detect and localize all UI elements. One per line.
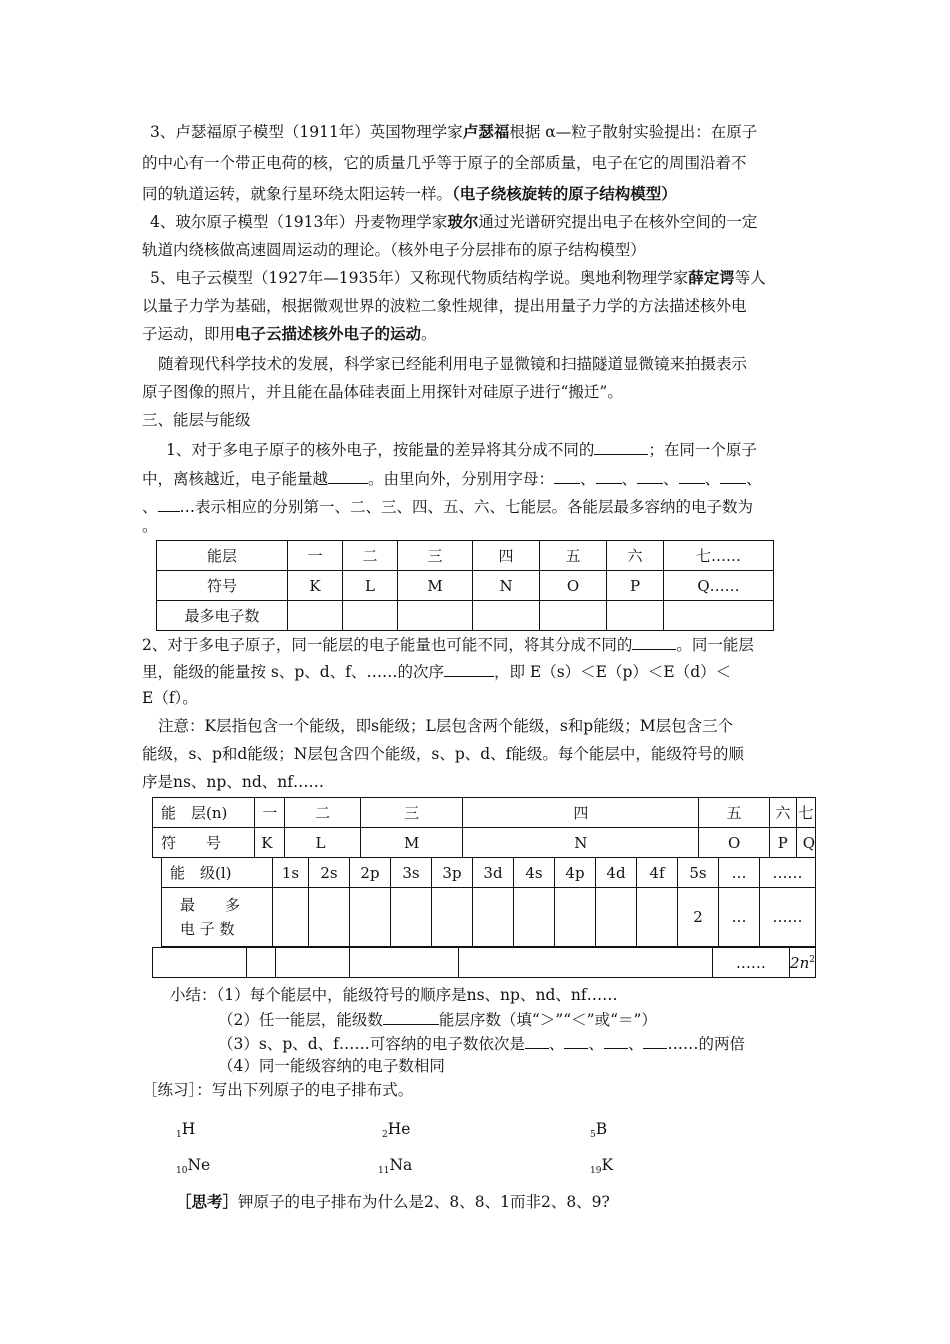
atom-na <box>378 1155 412 1181</box>
atom-ne <box>176 1155 210 1181</box>
atomic-number: 2 <box>382 1130 388 1140</box>
answer-blank[interactable] <box>632 633 676 650</box>
label-line: 最 多 <box>180 896 241 914</box>
atomic-number: 19 <box>590 1166 602 1176</box>
table-cell: … <box>719 888 760 947</box>
q2-text: ，即 E（s）＜E（p）＜E（d）＜ <box>493 663 732 681</box>
q1-line4: 。 <box>142 517 158 535</box>
answer-blank[interactable] <box>444 660 494 677</box>
answer-cell[interactable] <box>473 888 514 947</box>
table-cell: N <box>463 828 699 858</box>
atomic-number: 1 <box>176 1130 182 1140</box>
summary-text: ……的两倍 <box>667 1035 745 1053</box>
summary-text: （3）s、p、d、f……可容纳的电子数依次是 <box>218 1035 525 1053</box>
answer-cell[interactable] <box>514 888 555 947</box>
schrodinger-name: 薛定谔 <box>688 268 735 287</box>
table-cell: P <box>607 571 664 601</box>
table-cell: 2s <box>309 858 350 888</box>
q1-text: 、 <box>142 498 158 516</box>
table-row <box>153 828 816 858</box>
table-cell: 最多电子数 <box>157 601 288 631</box>
para3-text: 3、卢瑟福原子模型（1911年）英国物理学家 <box>150 123 463 141</box>
table-cell: 能层 <box>157 541 288 571</box>
answer-cell[interactable] <box>432 888 473 947</box>
energy-level-table-top <box>152 797 816 858</box>
energy-level-table-middle <box>161 857 816 947</box>
layer-label: 能 层(n) <box>153 798 255 828</box>
summary-line3 <box>218 1032 745 1054</box>
think-line <box>176 1192 610 1212</box>
table-cell: L <box>343 571 398 601</box>
q1-line3 <box>142 495 753 517</box>
answer-blank[interactable] <box>596 467 622 484</box>
atom-b <box>590 1119 607 1145</box>
answer-blank[interactable] <box>637 467 663 484</box>
answer-cell[interactable] <box>246 948 275 978</box>
para5-text: 5、电子云模型（1927年—1935年）又称现代物质结构学说。奥地利物理学家 <box>150 269 689 287</box>
table-cell: 六 <box>607 541 664 571</box>
bohr-name: 玻尔 <box>447 212 479 231</box>
symbol-label: 符 号 <box>153 828 255 858</box>
label-line: 电 子 数 <box>180 920 235 938</box>
para6-line2: 原子图像的照片，并且能在晶体硅表面上用探针对硅原子进行“搬迁”。 <box>142 383 623 401</box>
q1-line2 <box>142 467 762 489</box>
answer-cell[interactable] <box>398 601 473 631</box>
para5-line1 <box>150 268 766 288</box>
answer-cell[interactable] <box>350 888 391 947</box>
table-cell: 2p <box>350 858 391 888</box>
table-cell: 四 <box>463 798 699 828</box>
atom-k <box>590 1155 613 1181</box>
table-row <box>157 541 774 571</box>
q2-text: 里，能级的能量按 s、p、d、f、……的次序 <box>142 663 444 681</box>
table-cell: Q…… <box>664 571 774 601</box>
atom-he <box>382 1119 410 1145</box>
table-cell: …… <box>712 948 789 978</box>
table-cell: 五 <box>699 798 770 828</box>
q1-text: ；在同一个原子 <box>648 441 757 459</box>
summary-line4: （4）同一能级容纳的电子数相同 <box>218 1057 445 1075</box>
note-line2: 能级，s、p和d能级；N层包含四个能级，s、p、d、f能级。每个能层中，能级符号的顺 <box>142 745 744 763</box>
table-cell: 三 <box>360 798 463 828</box>
separator: 、 <box>588 1035 604 1053</box>
answer-blank[interactable] <box>554 467 580 484</box>
q1-text: …表示相应的分别第一、二、三、四、五、六、七能层。各能层最多容纳的电子数为 <box>179 498 754 516</box>
answer-cell[interactable] <box>273 888 309 947</box>
para3-text: 同的轨道运转，就象行星环绕太阳运转一样。 <box>142 185 453 203</box>
answer-blank[interactable] <box>679 467 705 484</box>
table-cell: N <box>473 571 540 601</box>
formula-exponent: 2 <box>809 954 815 965</box>
answer-cell[interactable] <box>288 601 343 631</box>
formula-text: 2n <box>790 953 810 972</box>
table-cell: 3d <box>473 858 514 888</box>
table-cell: L <box>285 828 360 858</box>
table-cell: 七…… <box>664 541 774 571</box>
section-title: 三、能层与能级 <box>142 411 251 429</box>
para3-line3 <box>142 184 677 204</box>
table-cell: Q <box>796 828 815 858</box>
rutherford-model-note: （电子绕核旋转的原子结构模型） <box>452 184 677 203</box>
para4-text: 4、玻尔原子模型（1913年）丹麦物理学家 <box>150 213 448 231</box>
table-cell: 一 <box>288 541 343 571</box>
table-cell: M <box>398 571 473 601</box>
atomic-number: 5 <box>590 1130 596 1140</box>
table-cell: K <box>288 571 343 601</box>
summary-line1: 小结：（1）每个能层中，能级符号的顺序是ns、np、nd、nf…… <box>170 986 618 1004</box>
table-cell: 七 <box>796 798 815 828</box>
table-row <box>162 888 816 947</box>
para4-line2: 轨道内绕核做高速圆周运动的理论。（核外电子分层排布的原子结构模型） <box>142 241 646 259</box>
separator: 、 <box>663 470 679 488</box>
atomic-number: 10 <box>176 1166 188 1176</box>
table-row <box>153 948 816 978</box>
q2-text: 2、对于多电子原子，同一能层的电子能量也可能不同，将其分成不同的 <box>142 636 633 654</box>
think-text: 钾原子的电子排布为什么是2、8、8、1而非2、8、9? <box>238 1193 610 1211</box>
table-row <box>157 601 774 631</box>
exercise-title: ［练习］：写出下列原子的电子排布式。 <box>142 1081 414 1099</box>
answer-cell[interactable] <box>664 601 774 631</box>
element-symbol: He <box>387 1120 411 1138</box>
summary-line2 <box>218 1008 657 1030</box>
answer-blank[interactable] <box>720 467 746 484</box>
table-cell: O <box>699 828 770 858</box>
para5-line3 <box>142 324 437 344</box>
energy-level-table-bottom <box>152 947 816 978</box>
answer-blank[interactable] <box>564 1032 588 1049</box>
element-symbol: K <box>601 1156 614 1174</box>
table-cell: M <box>360 828 463 858</box>
table-cell: 六 <box>770 798 797 828</box>
para5-text: 。 <box>421 325 437 343</box>
table-cell: 3p <box>432 858 473 888</box>
answer-cell[interactable] <box>343 601 398 631</box>
element-symbol: Na <box>389 1156 413 1174</box>
separator: 、 <box>580 470 596 488</box>
separator: 、 <box>704 470 721 488</box>
table-row <box>157 571 774 601</box>
para5-text: 子运动，即用 <box>142 325 236 343</box>
answer-blank[interactable] <box>158 495 180 512</box>
para3-line2: 的中心有一个带正电荷的核，它的质量几乎等于原子的全部质量，电子在它的周围沿着不 <box>142 154 747 172</box>
answer-cell[interactable] <box>153 948 247 978</box>
table-cell: 4s <box>514 858 555 888</box>
table-cell: …… <box>760 858 816 888</box>
table-row <box>162 858 816 888</box>
atomic-number: 11 <box>378 1166 390 1176</box>
q1-line1 <box>166 438 757 460</box>
q2-text: 。同一能层 <box>676 636 754 654</box>
element-symbol: B <box>595 1120 608 1138</box>
q2-line3: E（f）。 <box>142 689 198 707</box>
energy-layer-table <box>156 540 774 631</box>
answer-cell[interactable] <box>473 601 540 631</box>
answer-cell[interactable] <box>596 888 637 947</box>
note-line3: 序是ns、np、nd、nf…… <box>142 773 324 791</box>
table-cell: 四 <box>473 541 540 571</box>
table-row <box>153 798 816 828</box>
table-cell: 5s <box>678 858 719 888</box>
element-symbol: H <box>181 1120 196 1138</box>
table-cell: 一 <box>255 798 285 828</box>
para4-text: 通过光谱研究提出电子在核外空间的一定 <box>478 213 758 231</box>
element-symbol: Ne <box>187 1156 211 1174</box>
q2-line2 <box>142 660 731 682</box>
separator: 、 <box>621 470 638 488</box>
para4-line1 <box>150 212 757 232</box>
table-cell: 2 <box>678 888 719 947</box>
para5-text: 等人 <box>734 269 766 287</box>
summary-text: （2）任一能层，能级数 <box>218 1011 383 1029</box>
table-cell: 1s <box>273 858 309 888</box>
table-cell: 五 <box>540 541 607 571</box>
table-cell: 4f <box>637 858 678 888</box>
para5-line2: 以量子力学为基础，根据微观世界的波粒二象性规律，提出用量子力学的方法描述核外电 <box>142 297 747 315</box>
answer-cell[interactable] <box>350 948 459 978</box>
answer-cell[interactable] <box>540 601 607 631</box>
table-cell: O <box>540 571 607 601</box>
answer-cell[interactable] <box>391 888 432 947</box>
q2-line1 <box>142 633 754 655</box>
table-cell: 二 <box>343 541 398 571</box>
answer-cell[interactable] <box>309 888 350 947</box>
answer-cell[interactable] <box>276 948 350 978</box>
answer-blank[interactable] <box>383 1008 439 1025</box>
para3-line1 <box>150 122 757 142</box>
max-electrons-label <box>162 888 273 947</box>
answer-blank[interactable] <box>604 1032 628 1049</box>
answer-blank[interactable] <box>525 1032 549 1049</box>
table-cell: P <box>770 828 797 858</box>
table-cell: 4d <box>596 858 637 888</box>
answer-cell[interactable] <box>555 888 596 947</box>
rutherford-name: 卢瑟福 <box>462 122 510 141</box>
separator: 、 <box>627 1035 644 1053</box>
q1-text: 中，离核越近，电子能量越 <box>142 470 329 488</box>
separator: 、 <box>548 1035 565 1053</box>
para6-line1: 随着现代科学技术的发展，科学家已经能利用电子显微镜和扫描隧道显微镜来拍摄表示 <box>158 355 748 373</box>
answer-blank[interactable] <box>643 1032 667 1049</box>
q1-text: 。由里向外，分别用字母： <box>368 470 555 488</box>
formula-cell <box>790 948 816 978</box>
separator: 、 <box>746 470 762 488</box>
q1-text: 1、对于多电子原子的核外电子，按能量的差异将其分成不同的 <box>166 441 595 459</box>
table-cell: 三 <box>398 541 473 571</box>
electron-cloud-note: 电子云描述核外电子的运动 <box>235 324 422 343</box>
think-label: ［思考］ <box>176 1192 239 1211</box>
level-label: 能 级(l) <box>162 858 273 888</box>
answer-blank[interactable] <box>328 467 368 484</box>
note-line1: 注意：K层指包含一个能级，即s能级；L层包含两个能级，s和p能级；M层包含三个 <box>158 717 734 735</box>
answer-blank[interactable] <box>594 438 648 455</box>
table-cell: 符号 <box>157 571 288 601</box>
table-cell: 4p <box>555 858 596 888</box>
table-cell: … <box>719 858 760 888</box>
para3-text: 根据 α—粒子散射实验提出：在原子 <box>509 123 758 141</box>
answer-cell[interactable] <box>458 948 712 978</box>
table-cell: 二 <box>285 798 360 828</box>
table-cell: 3s <box>391 858 432 888</box>
atom-h <box>176 1119 195 1145</box>
answer-cell[interactable] <box>637 888 678 947</box>
table-cell: K <box>255 828 285 858</box>
table-cell: …… <box>760 888 816 947</box>
summary-text: 能层序数（填“＞”“＜”或“＝”） <box>438 1011 657 1029</box>
answer-cell[interactable] <box>607 601 664 631</box>
